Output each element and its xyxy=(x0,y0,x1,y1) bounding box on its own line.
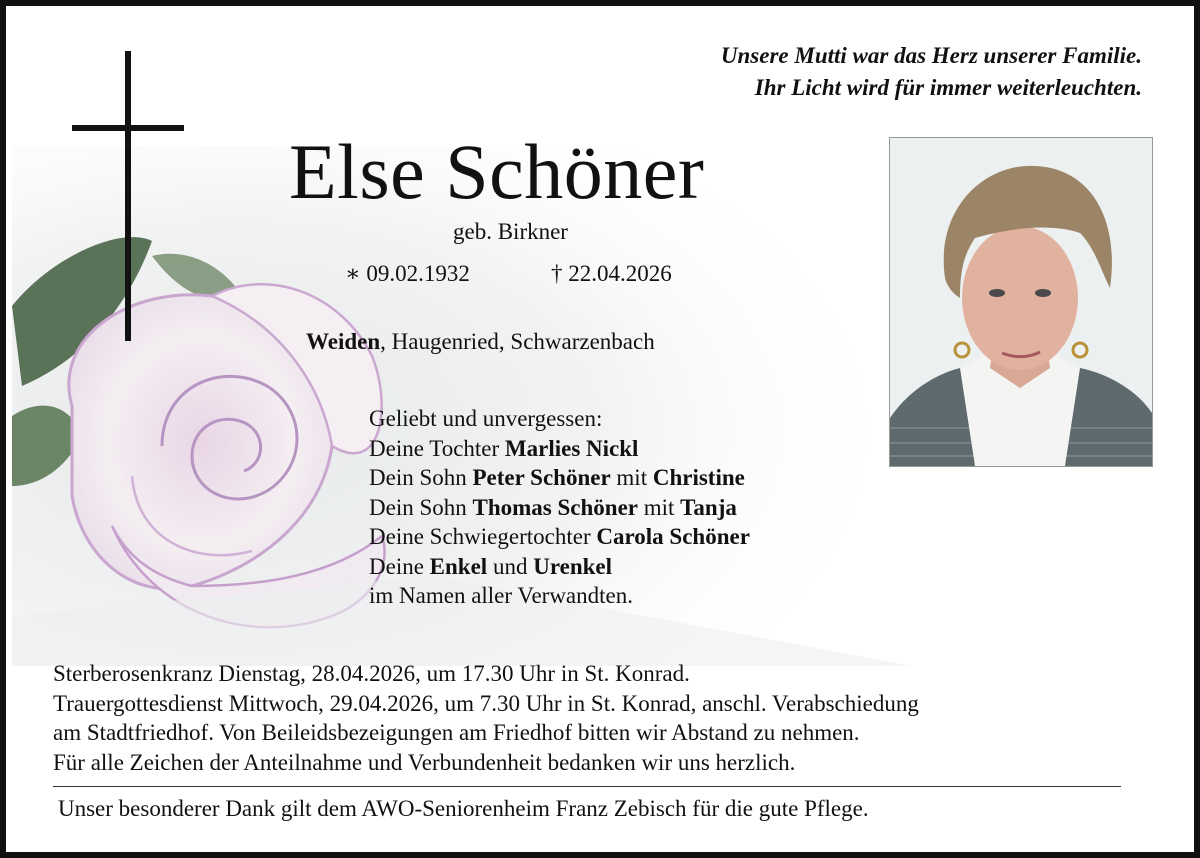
birth-date-value: 09.02.1932 xyxy=(366,261,470,286)
mourner-relation: Deine Tochter xyxy=(369,435,505,461)
mourner-name: Peter Schöner xyxy=(472,465,611,490)
death-date-value: 22.04.2026 xyxy=(568,261,672,286)
service-info xyxy=(53,659,919,777)
mourner-relation: Deine xyxy=(369,553,430,579)
places xyxy=(306,329,655,355)
mourner-name: Urenkel xyxy=(533,553,612,579)
birth-symbol: ∗ xyxy=(345,261,361,286)
mourner-relation: Dein Sohn xyxy=(369,465,473,490)
mourners-closing: im Namen aller Verwandten. xyxy=(369,583,633,608)
mourner-name: Enkel xyxy=(429,553,488,579)
mourners-list xyxy=(369,404,750,611)
mourner-connector: mit xyxy=(638,494,681,520)
motto-line: Ihr Licht wird für immer weiterleuchten. xyxy=(754,75,1142,100)
mourner-connector: mit xyxy=(610,465,653,490)
info-line: am Stadtfriedhof. Von Beileidsbezeigungen am Friedhof bitten wir Abstand zu nehmen. xyxy=(53,720,860,745)
mourners-intro: Geliebt und unvergessen: xyxy=(369,406,603,431)
mourner-line xyxy=(369,552,750,582)
mourner-name: Tanja xyxy=(680,494,737,520)
mourner-connector: und xyxy=(487,553,534,579)
mourner-line xyxy=(369,493,750,523)
deceased-name: Else Schöner xyxy=(289,128,705,215)
mourner-relation: Deine Schwiegertochter xyxy=(369,524,597,549)
mourner-line xyxy=(369,434,750,464)
info-line: Trauergottesdienst Mittwoch, 29.04.2026, um 7.30 Uhr in St. Konrad, anschl. Verabschiedung xyxy=(53,690,919,716)
death-symbol: † xyxy=(551,261,563,286)
mourner-line xyxy=(369,522,750,552)
mourner-name: Marlies Nickl xyxy=(504,435,639,461)
special-thanks: Unser besonderer Dank gilt dem AWO-Seniorenheim Franz Zebisch für die gute Pflege. xyxy=(58,796,869,821)
place-rest: , Haugenried, Schwarzenbach xyxy=(380,329,655,354)
motto xyxy=(721,40,1142,104)
birth-date xyxy=(345,261,470,287)
cross-icon-bar xyxy=(72,125,184,131)
death-date xyxy=(551,261,672,287)
info-line: Für alle Zeichen der Anteilnahme und Verbundenheit bedanken wir uns herzlich. xyxy=(53,749,796,775)
mourner-name: Thomas Schöner xyxy=(472,494,638,520)
mourner-name: Christine xyxy=(652,465,745,490)
cross-icon xyxy=(125,51,131,341)
mourner-relation: Dein Sohn xyxy=(369,494,473,520)
portrait-image xyxy=(890,138,1152,466)
divider xyxy=(53,786,1121,787)
info-line: Sterberosenkranz Dienstag, 28.04.2026, um 17.30 Uhr in St. Konrad. xyxy=(53,661,690,686)
born-name: geb. Birkner xyxy=(453,219,568,244)
mourner-name: Carola Schöner xyxy=(596,524,750,549)
mourner-line xyxy=(369,463,750,493)
place-primary: Weiden xyxy=(306,329,381,354)
portrait-photo xyxy=(889,137,1153,467)
motto-line: Unsere Mutti war das Herz unserer Familie. xyxy=(720,43,1142,68)
